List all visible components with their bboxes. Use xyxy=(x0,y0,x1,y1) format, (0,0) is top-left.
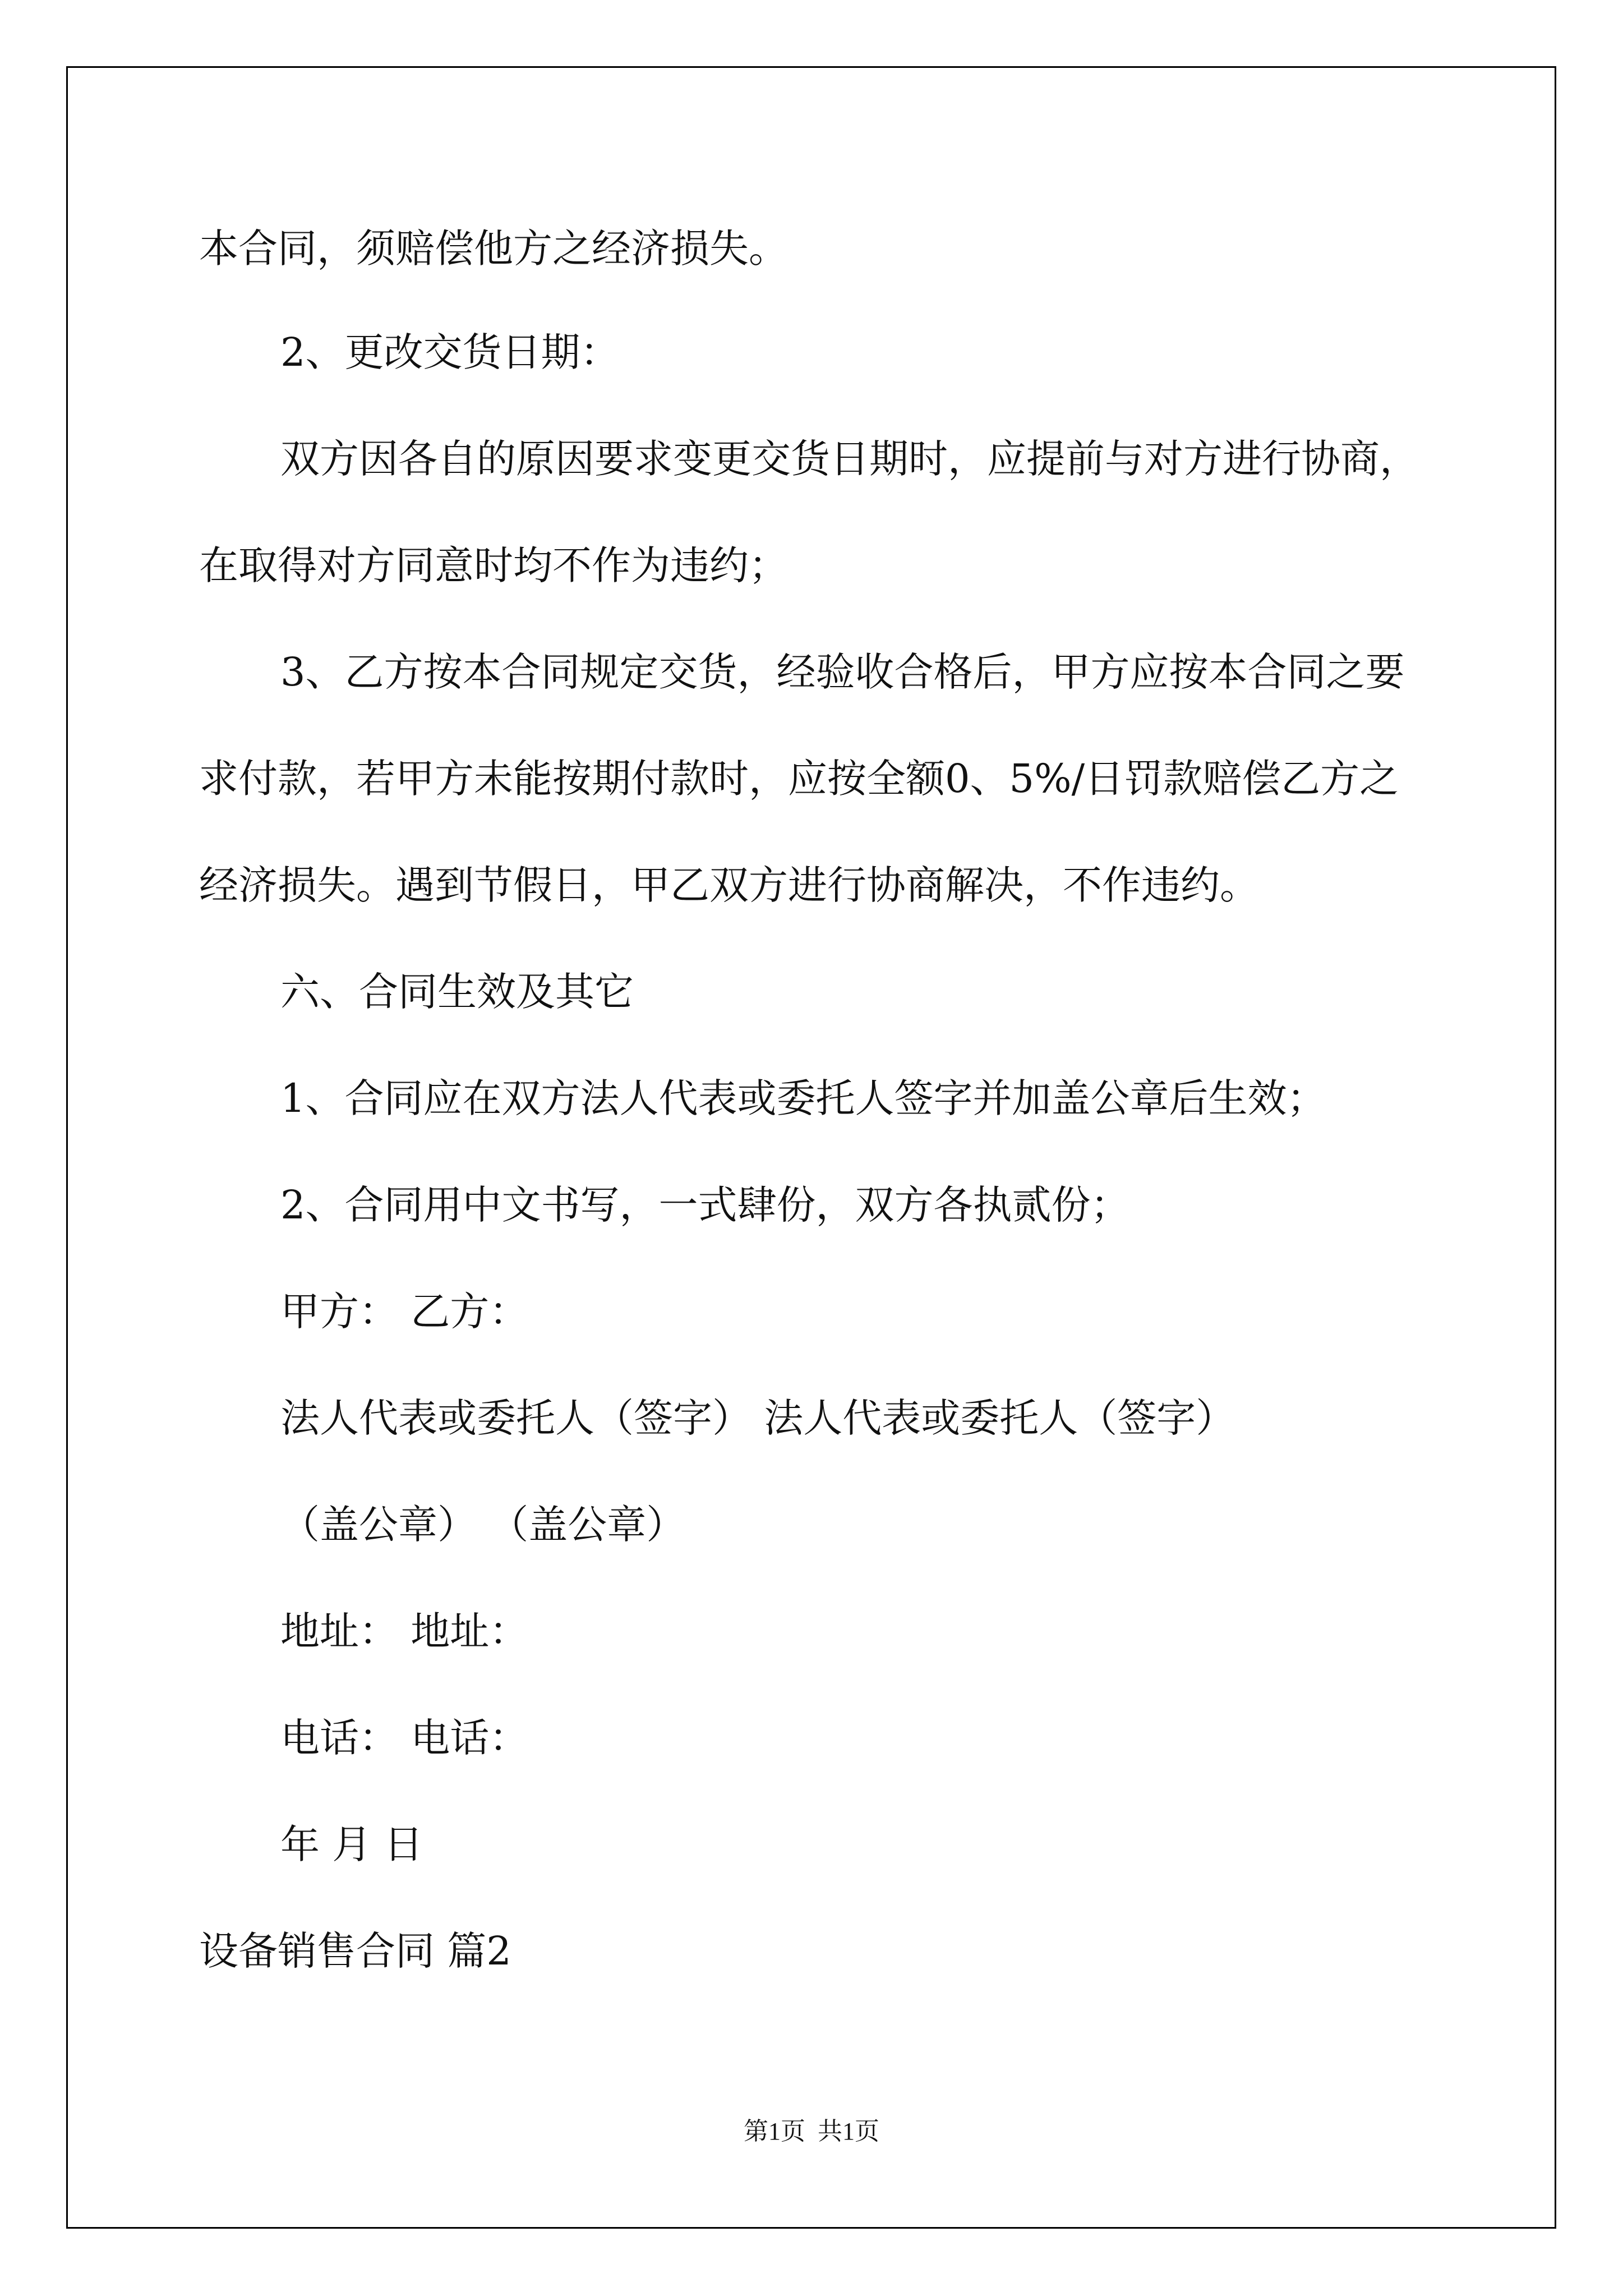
address-labels: 地址： 地址： xyxy=(280,1608,529,1654)
text-line-7: 经济损失。遇到节假日，甲乙双方进行协商解决，不作违约。 xyxy=(199,862,1259,908)
text-line-4: 在取得对方同意时均不作为违约； xyxy=(199,542,788,588)
seal-labels: （盖公章） （盖公章） xyxy=(280,1502,686,1548)
next-contract-title: 设备销售合同 篇2 xyxy=(199,1928,511,1974)
date-labels: 年 月 日 xyxy=(280,1821,423,1867)
text-line-6: 求付款，若甲方未能按期付款时，应按全额0、5%/日罚款赔偿乙方之 xyxy=(199,756,1399,802)
text-line-5: 3、乙方按本合同规定交货，经验收合格后，甲方应按本合同之要 xyxy=(280,649,1405,695)
text-line-3: 双方因各自的原因要求变更交货日期时，应提前与对方进行协商， xyxy=(280,436,1419,482)
text-line-9: 1、合同应在双方法人代表或委托人签字并加盖公章后生效； xyxy=(280,1075,1326,1121)
page-footer: 第1页 共1页 xyxy=(744,2118,879,2145)
section-heading: 六、合同生效及其它 xyxy=(280,969,634,1015)
page-border xyxy=(66,66,1556,2229)
party-labels: 甲方： 乙方： xyxy=(280,1289,529,1335)
text-line-10: 2、合同用中文书写，一式肆份，双方各执贰份； xyxy=(280,1182,1130,1228)
phone-labels: 电话： 电话： xyxy=(280,1715,529,1761)
text-line-1: 本合同，须赔偿他方之经济损失。 xyxy=(199,226,788,272)
text-line-2: 2、更改交货日期： xyxy=(280,329,620,375)
signature-labels: 法人代表或委托人（签字） 法人代表或委托人（签字） xyxy=(280,1395,1235,1441)
